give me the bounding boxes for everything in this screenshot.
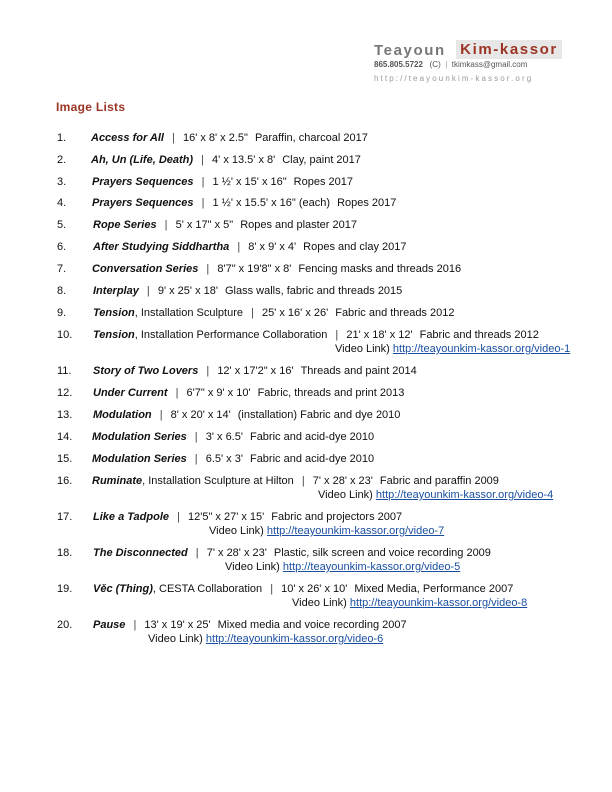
item-number: 5. [57, 219, 67, 231]
item-line [93, 285, 402, 297]
video-label: Video Link) [225, 561, 280, 573]
video-link[interactable]: http://teayounkim-kassor.org/video-5 [282, 561, 461, 573]
item-dimensions: 5' x 17" x 5" [175, 219, 234, 231]
item-details: Fabric and threads 2012 [335, 307, 455, 319]
separator: | [168, 132, 178, 144]
separator: | [130, 619, 140, 631]
item-dimensions: 7' x 28' x 23' [206, 547, 267, 559]
video-line [225, 561, 460, 573]
item-title: Tension [93, 329, 135, 341]
item-title: Rope Series [93, 219, 157, 231]
item-line [92, 453, 374, 465]
item-details: Glass walls, fabric and threads 2015 [224, 285, 403, 297]
separator: | [267, 583, 277, 595]
item-dimensions: 8'7" x 19'8" x 8' [217, 263, 292, 275]
separator: | [198, 176, 208, 188]
first-name: Teayoun [374, 42, 446, 59]
item-dimensions: 4' x 13.5' x 8' [212, 154, 276, 166]
name-line [374, 40, 574, 60]
item-number: 17. [57, 511, 73, 523]
item-line [91, 132, 368, 144]
item-number: 16. [57, 475, 73, 487]
video-label: Video Link) [292, 597, 347, 609]
item-line [92, 475, 499, 487]
video-label: Video Link) [148, 633, 203, 645]
separator: | [191, 453, 201, 465]
separator: | [174, 511, 183, 523]
item-line [93, 219, 357, 231]
item-title: Ruminate [92, 475, 143, 487]
item-details: Mixed media and voice recording 2007 [217, 619, 407, 631]
phone: 865.805.5722 [374, 60, 423, 69]
item-line [93, 387, 404, 399]
item-details: Fabric and paraffin 2009 [379, 475, 499, 487]
item-details: Ropes 2017 [337, 197, 397, 209]
phone-tag: (C) [429, 60, 441, 69]
separator: | [143, 285, 153, 297]
item-details: Paraffin, charcoal 2017 [254, 132, 368, 144]
video-link[interactable]: http://teayounkim-kassor.org/video-7 [266, 525, 445, 537]
item-number: 8. [57, 285, 67, 297]
item-subtitle: , Installation Sculpture at Hilton [142, 475, 294, 487]
item-title: Prayers Sequences [92, 176, 194, 188]
item-number: 1. [57, 132, 67, 144]
item-number: 12. [57, 387, 73, 399]
letterhead [374, 40, 574, 83]
video-label: Video Link) [209, 525, 264, 537]
item-details: (installation) Fabric and dye 2010 [237, 409, 401, 421]
separator: | [298, 475, 308, 487]
video-line [209, 525, 444, 537]
item-title: Pause [93, 619, 126, 631]
separator: | [203, 263, 213, 275]
video-link[interactable]: http://teayounkim-kassor.org/video-8 [349, 597, 528, 609]
item-line [93, 329, 539, 341]
item-number: 3. [57, 176, 67, 188]
item-line [93, 307, 454, 319]
item-details: Ropes 2017 [293, 176, 353, 188]
separator: | [191, 431, 201, 443]
video-label: Video Link) [335, 343, 390, 355]
email[interactable]: tkimkass@gmail.com [451, 60, 528, 69]
item-line [93, 365, 417, 377]
item-title: Modulation Series [92, 453, 187, 465]
website-url[interactable]: http://teayounkim-kassor.org [374, 74, 534, 83]
item-dimensions: 1 ½' x 15.5' x 16" (each) [212, 197, 331, 209]
item-dimensions: 7' x 28' x 23' [312, 475, 373, 487]
item-details: Fabric and acid-dye 2010 [249, 453, 375, 465]
item-line [92, 263, 461, 275]
item-title: The Disconnected [93, 547, 188, 559]
item-details: Fabric and projectors 2007 [271, 511, 403, 523]
video-label: Video Link) [318, 489, 373, 501]
item-subtitle: , Installation Performance Collaboration [134, 329, 328, 341]
item-number: 10. [57, 329, 73, 341]
item-dimensions: 3' x 6.5' [205, 431, 243, 443]
item-number: 7. [57, 263, 67, 275]
item-title: Ah, Un (Life, Death) [91, 154, 194, 166]
item-details: Mixed Media, Performance 2007 [354, 583, 514, 595]
separator: | [248, 307, 257, 319]
separator: | [161, 219, 171, 231]
separator: | [234, 241, 244, 253]
video-line [148, 633, 383, 645]
item-title: Modulation [93, 409, 152, 421]
item-dimensions: 8' x 20' x 14' [170, 409, 231, 421]
item-dimensions: 25' x 16' x 26' [261, 307, 329, 319]
item-number: 15. [57, 453, 73, 465]
item-number: 4. [57, 197, 67, 209]
item-number: 2. [57, 154, 67, 166]
item-line [92, 197, 396, 209]
separator: | [156, 409, 166, 421]
item-title: Access for All [91, 132, 164, 144]
item-title: Věc (Thing) [93, 583, 153, 595]
item-details: Fencing masks and threads 2016 [298, 263, 462, 275]
item-title: Under Current [93, 387, 168, 399]
item-line [92, 176, 353, 188]
item-title: Modulation Series [92, 431, 187, 443]
item-dimensions: 9' x 25' x 18' [157, 285, 218, 297]
separator: | [332, 329, 342, 341]
item-details: Ropes and plaster 2017 [240, 219, 357, 231]
item-details: Threads and paint 2014 [300, 365, 417, 377]
item-dimensions: 16' x 8' x 2.5" [182, 132, 248, 144]
item-line [93, 511, 402, 523]
item-number: 11. [57, 365, 72, 377]
video-line [335, 343, 570, 355]
separator: | [203, 365, 213, 377]
item-title: Story of Two Lovers [93, 365, 199, 377]
item-subtitle: , CESTA Collaboration [152, 583, 263, 595]
item-dimensions: 10' x 26' x 10' [281, 583, 348, 595]
video-link[interactable]: http://teayounkim-kassor.org/video-4 [375, 489, 554, 501]
contact-line: 865.805.5722 (C) | tkimkass@gmail.com [374, 60, 528, 69]
separator: | [192, 547, 202, 559]
item-number: 13. [57, 409, 73, 421]
item-details: Fabric and acid-dye 2010 [249, 431, 375, 443]
item-line [93, 241, 407, 253]
last-name: Kim-kassor [456, 40, 562, 59]
item-number: 9. [57, 307, 67, 319]
item-number: 19. [57, 583, 73, 595]
item-dimensions: 1 ½' x 15' x 16" [212, 176, 287, 188]
item-title: After Studying Siddhartha [93, 241, 230, 253]
item-dimensions: 6'7" x 9' x 10' [186, 387, 251, 399]
item-dimensions: 12' x 17'2" x 16' [217, 365, 294, 377]
item-dimensions: 12'5" x 27' x 15' [188, 511, 265, 523]
separator: | [198, 197, 208, 209]
video-link[interactable]: http://teayounkim-kassor.org/video-1 [392, 343, 571, 355]
item-title: Prayers Sequences [92, 197, 194, 209]
video-line [292, 597, 527, 609]
separator: | [198, 154, 208, 166]
item-number: 18. [57, 547, 73, 559]
item-title: Conversation Series [92, 263, 199, 275]
item-details: Ropes and clay 2017 [303, 241, 407, 253]
item-number: 14. [57, 431, 73, 443]
item-title: Interplay [93, 285, 139, 297]
section-title: Image Lists [56, 100, 126, 114]
item-dimensions: 21' x 18' x 12' [346, 329, 413, 341]
item-line [93, 547, 491, 559]
item-number: 6. [57, 241, 67, 253]
item-title: Like a Tadpole [93, 511, 170, 523]
item-line [92, 431, 374, 443]
separator: | [172, 387, 182, 399]
item-subtitle: , Installation Sculpture [134, 307, 243, 319]
item-line [91, 154, 361, 166]
item-details: Fabric and threads 2012 [419, 329, 539, 341]
item-dimensions: 8' x 9' x 4' [248, 241, 297, 253]
item-dimensions: 13' x 19' x 25' [144, 619, 211, 631]
video-link[interactable]: http://teayounkim-kassor.org/video-6 [205, 633, 384, 645]
item-line [93, 583, 513, 595]
item-details: Plastic, silk screen and voice recording 2009 [273, 547, 491, 559]
item-line [93, 409, 400, 421]
video-line [318, 489, 553, 501]
item-dimensions: 6.5' x 3' [205, 453, 243, 465]
item-details: Fabric, threads and print 2013 [257, 387, 405, 399]
item-title: Tension [93, 307, 135, 319]
item-number: 20. [57, 619, 73, 631]
item-details: Clay, paint 2017 [282, 154, 361, 166]
item-line [93, 619, 407, 631]
